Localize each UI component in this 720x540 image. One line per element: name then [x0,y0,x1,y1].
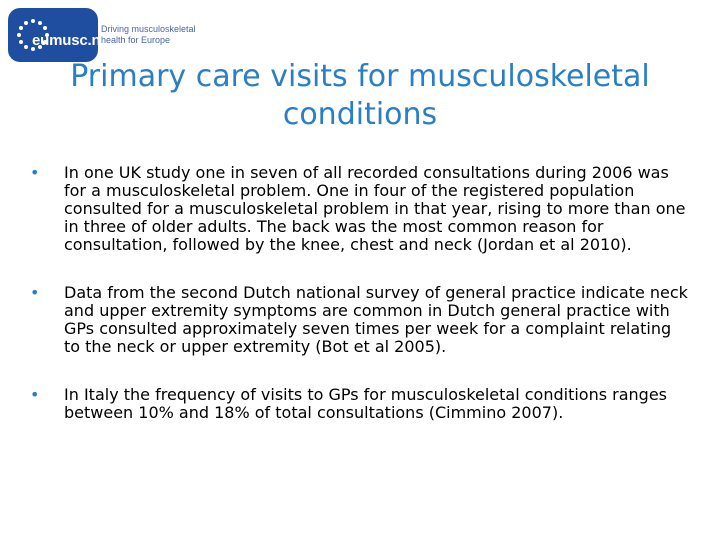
logo-name: eumusc.net [32,32,114,49]
bullet-list [30,164,690,452]
bullet-text: In Italy the frequency of visits to GPs for musculoskeletal conditions ranges between 10% and 18% of total consultations (Cimmino 2007). [64,385,668,422]
bullet-marker: • [30,283,40,302]
slide-title [0,58,720,134]
logo-tagline-line1: Driving musculoskeletal [101,24,196,34]
logo-badge [8,8,114,62]
bullet-text: In one UK study one in seven of all recorded consultations during 2006 was for a musculoskeletal problem. One in four of the registered population consulted for a musculoskeletal problem in that year, rising to more than one in three of older adults. The back was the most common reason for consultation, followed by the knee, chest and neck (Jordan et al 2010). [64,163,686,254]
bullet-marker: • [30,163,40,182]
bullet-item-dutch-survey [30,284,690,356]
slide-title-line1: Primary care visits for musculoskeletal [70,59,650,94]
bullet-item-uk-study [30,164,690,254]
slide-title-line2: conditions [282,97,438,132]
eumusc-logo [8,8,196,62]
logo-tagline-line2: health for Europe [101,35,171,45]
bullet-text: Data from the second Dutch national survey of general practice indicate neck and upper extremity symptoms are common in Dutch general practice with GPs consulted approximately seven times per week for a complaint relating to the neck or upper extremity (Bot et al 2005). [64,283,688,356]
bullet-marker: • [30,385,40,404]
bullet-item-italy [30,386,690,422]
logo-tagline [101,24,196,46]
